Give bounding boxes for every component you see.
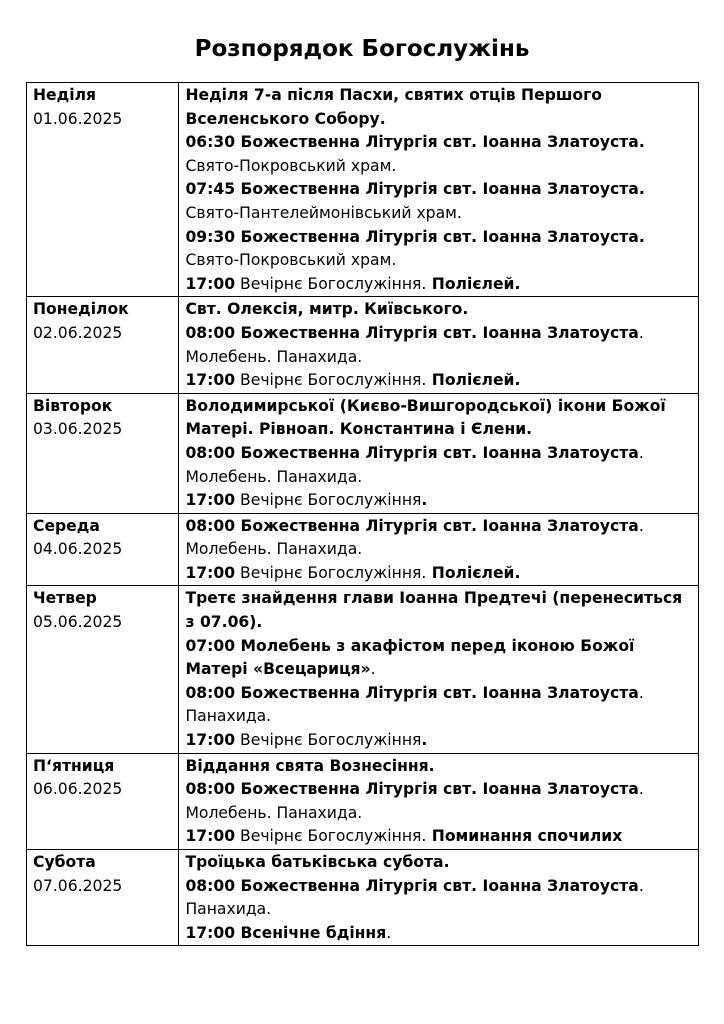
service-text: Панахида. [185,707,272,726]
schedule-table [26,82,699,946]
service-line [185,778,693,802]
service-text: Молебень з акафістом перед іконою Божої Матері «Всецариця» [185,636,635,679]
day-date: 07.06.2025 [33,876,123,895]
service-text: Божественна Літургія свт. Іоанна Златоуста [235,443,639,462]
day-name: Понеділок [33,300,129,319]
service-text: Молебень. Панахида. [185,347,363,366]
service-line [185,346,693,370]
service-line [185,466,693,490]
service-time: 07:00 [185,636,236,655]
schedule-row [27,850,699,946]
service-time: 07:45 [185,180,236,199]
service-time: 17:00 [185,563,236,582]
service-time: 08:00 [185,323,236,342]
service-text: Вечірнє Богослужіння. [235,274,427,293]
service-text: Молебень. Панахида. [185,467,363,486]
schedule-row [27,586,699,753]
service-line [185,635,693,682]
service-line [185,705,693,729]
service-time: 06:30 [185,133,236,152]
feast-title: Третє знайдення глави Іоанна Предтечі (перенеситься з 07.06). [185,589,683,632]
service-note: . [421,731,428,750]
service-text: Вечірнє Богослужіння. [235,827,427,846]
day-name: Четвер [33,589,97,608]
service-line [185,562,693,586]
service-time: 08:00 [185,780,236,799]
service-time: 17:00 [185,923,236,942]
service-line [185,682,693,706]
day-cell [27,297,179,393]
service-text: Божественна Літургія свт. Іоанна Златоуста. [235,133,645,152]
service-time: 09:30 [185,227,236,246]
services-cell [179,393,699,513]
service-text: Молебень. Панахида. [185,803,363,822]
feast-title: Віддання свята Вознесіння. [185,756,435,775]
day-date: 01.06.2025 [33,109,123,128]
service-text: Вечірнє Богослужіння [235,491,422,510]
service-line [185,489,693,513]
schedule-row [27,393,699,513]
service-line [185,226,693,250]
feast-title: Троїцька батьківська субота. [185,853,450,871]
service-note: Полієлей. [426,274,521,293]
services-cell [179,297,699,393]
services-cell [179,586,699,753]
service-time: 17:00 [185,731,236,750]
service-text: Божественна Літургія свт. Іоанна Златоуста. [235,227,645,246]
services-cell [179,850,699,946]
service-time: 17:00 [185,827,236,846]
service-text: Свято-Покровський храм. [185,251,397,270]
service-line [185,249,693,273]
service-text: Всенічне бдіння [235,923,387,942]
service-line [185,898,693,922]
service-text: Вечірнє Богослужіння. [235,371,427,390]
day-name: Середа [33,516,100,535]
page-title: Розпорядок Богослужінь [194,36,530,62]
service-time: 08:00 [185,876,236,895]
service-text: Божественна Літургія свт. Іоанна Златоуста. [235,180,645,199]
day-date: 05.06.2025 [33,613,123,632]
service-time: 17:00 [185,371,236,390]
service-text: Свято-Пантелеймонівський храм. [185,203,462,222]
day-name: Неділя [33,86,96,104]
service-time: 08:00 [185,683,236,702]
service-time: 08:00 [185,443,236,462]
service-text: Божественна Літургія свт. Іоанна Златоуста [235,683,639,702]
services-cell [179,83,699,297]
service-note: . [638,780,644,799]
service-note: . [638,683,644,702]
service-line [185,202,693,226]
service-text: Молебень. Панахида. [185,540,363,559]
day-cell [27,513,179,586]
service-line [185,178,693,202]
feast-title: Неділя 7-а після Пасхи, святих отців Першого Вселенського Собору. [185,86,602,128]
service-line [185,369,693,393]
service-text: Божественна Літургія свт. Іоанна Златоуста [235,516,639,535]
service-line [185,322,693,346]
service-line [185,825,693,849]
service-line [185,875,693,899]
schedule-row [27,753,699,849]
day-date: 06.06.2025 [33,780,123,799]
service-line [185,273,693,297]
day-cell [27,83,179,297]
service-time: 17:00 [185,491,236,510]
service-line [185,802,693,826]
schedule-body [27,83,699,946]
day-date: 04.06.2025 [33,540,123,559]
service-note: . [638,323,644,342]
service-note: . [370,660,376,679]
day-cell [27,753,179,849]
day-cell [27,393,179,513]
service-line [185,442,693,466]
schedule-row [27,513,699,586]
services-cell [179,753,699,849]
service-note: . [638,443,644,462]
day-cell [27,586,179,753]
service-note: Полієлей. [426,371,521,390]
service-note: . [638,876,644,895]
day-name: П‘ятниця [33,756,115,775]
service-text: Божественна Літургія свт. Іоанна Златоуста [235,323,639,342]
service-note: . [386,923,392,942]
schedule-row [27,83,699,297]
feast-title: Володимирської (Києво-Вишгородської) ікони Божої Матері. Рівноап. Константина і Єлени. [185,396,666,439]
service-note: Поминання спочилих [426,827,623,846]
service-text: Вечірнє Богослужіння. [235,563,427,582]
service-line [185,922,693,946]
service-line [185,515,693,539]
service-line [185,538,693,562]
day-name: Субота [33,853,96,871]
service-note: . [421,491,428,510]
service-note: . [638,516,644,535]
service-text: Свято-Покровський храм. [185,156,397,175]
service-line [185,729,693,753]
services-cell [179,513,699,586]
service-text: Божественна Літургія свт. Іоанна Златоуста [235,876,639,895]
service-time: 08:00 [185,516,236,535]
feast-title: Свт. Олексія, митр. Київського. [185,300,469,319]
service-text: Божественна Літургія свт. Іоанна Златоуста [235,780,639,799]
service-line [185,131,693,155]
service-text: Вечірнє Богослужіння [235,731,422,750]
service-time: 17:00 [185,274,236,293]
service-note: Полієлей. [426,563,521,582]
day-date: 03.06.2025 [33,420,123,439]
day-name: Вівторок [33,396,113,415]
day-cell [27,850,179,946]
service-line [185,155,693,179]
service-text: Панахида. [185,900,272,919]
day-date: 02.06.2025 [33,323,123,342]
schedule-row [27,297,699,393]
